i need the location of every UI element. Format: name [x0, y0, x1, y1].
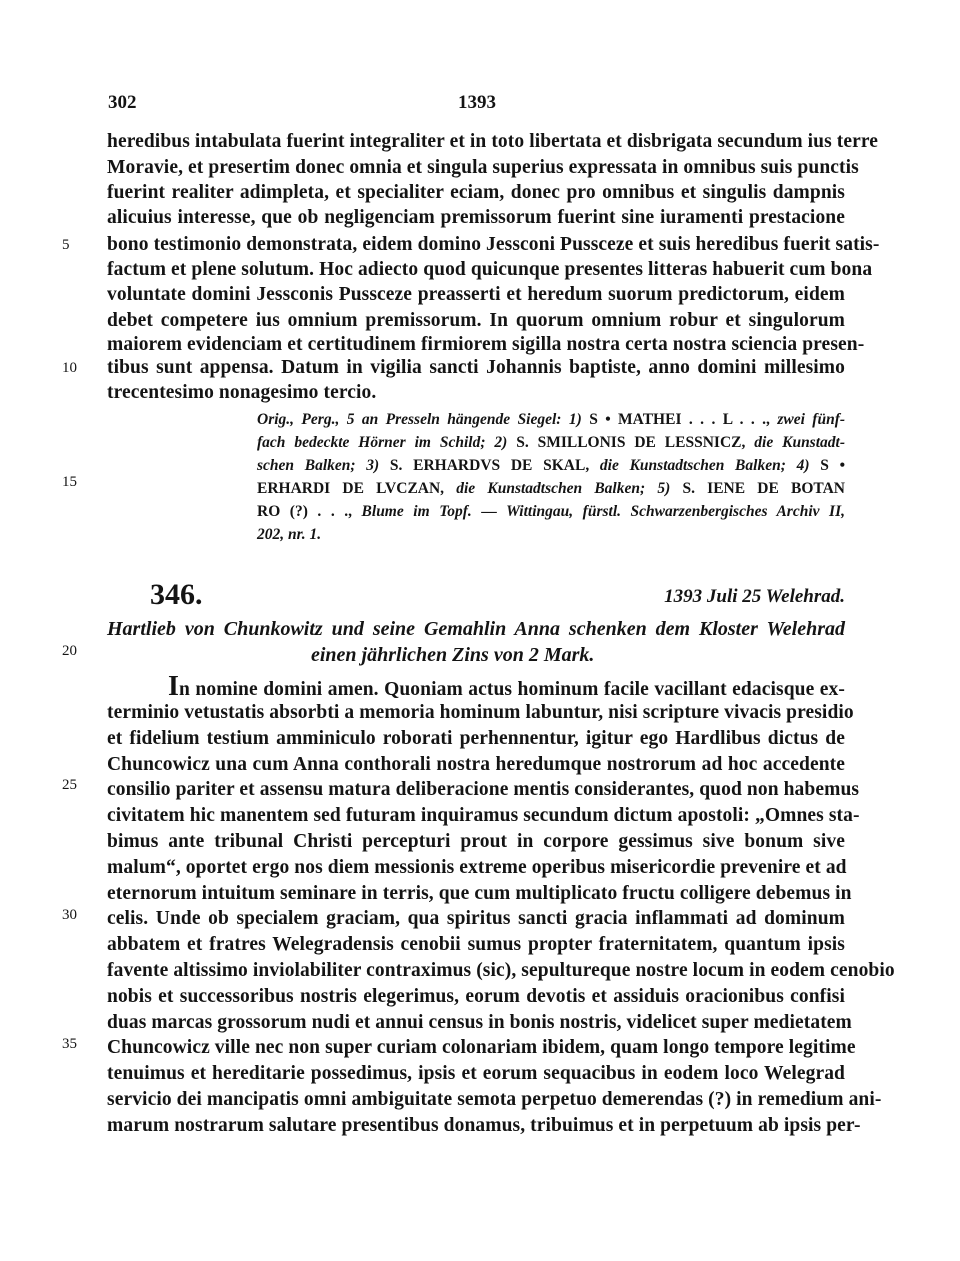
text-line: heredibus intabulata fuerint integraliter et in toto libertata et disbrigata secundum ius terre: [107, 131, 879, 152]
source-note-line: [257, 431, 845, 454]
regest-title-line1: Hartlieb von Chunkowitz und seine Gemahlin Anna schenken dem Kloster Welehrad: [107, 618, 845, 640]
body-line: civitatem hic manentem sed futuram inquiramus secundum dictum apostoli: „Omnes sta-: [107, 805, 860, 826]
text-line: voluntate domini Jessconis Pussceze preasserti et heredum suorum predictorum, eidem: [107, 284, 845, 305]
body-line: nobis et successoribus nostris elegerimus, eorum devotis et assiduis oracionibus confisi: [107, 986, 845, 1007]
note-italic-text: die Kunstadt-: [754, 434, 845, 451]
note-italic-text: Blume im Topf. — Wittingau, fürstl. Schwarzenbergisches Archiv II,: [361, 503, 845, 520]
body-line: Chuncowicz ville nec non super curiam colonariam ibidem, quam longo tempore legitime: [107, 1037, 856, 1058]
body-line: malum“, oportet ergo nos diem messionis extreme operibus misericordie prevenire et ad: [107, 857, 847, 878]
body-line: marum nostrarum salutare presentibus donamus, tribuimus et in perpetuum ab ipsis per-: [107, 1115, 861, 1136]
note-italic-text: zwei fünf-: [777, 411, 846, 428]
source-note-line: [257, 454, 845, 477]
note-roman-text: ERHARDI DE LVCZAN,: [257, 480, 457, 497]
body-first-line: In nomine domini amen. Quoniam actus hominum facile vacillant edacisque ex-: [168, 671, 845, 702]
body-line: favente altissimo inviolabiliter contraximus (sic), sepultureque nostre locum in eodem cenobio: [107, 960, 895, 981]
body-line: bimus ante tribunal Christi percepturi prout in corpore gessimus sive bonum sive: [107, 831, 845, 852]
text-line: Moravie, et presertim donec omnia et singula superius expressata in omnibus suis punctis: [107, 157, 859, 178]
text-line: trecentesimo nonagesimo tercio.: [107, 382, 377, 403]
regest-title-line2: einen jährlichen Zins von 2 Mark.: [311, 644, 595, 666]
note-italic-text: fach bedeckte Hörner im Schild; 2): [257, 434, 508, 451]
source-note-line: [257, 408, 845, 431]
document-date: 1393 Juli 25 Welehrad.: [664, 586, 845, 607]
text-line: factum et plene solutum. Hoc adiecto quod quicunque presentes litteras habuerit cum bona: [107, 259, 873, 280]
source-note-line: [257, 523, 845, 546]
line-number: 20: [62, 643, 77, 659]
initial-letter: I: [168, 671, 179, 702]
body-line: terminio vetustatis absorbti a memoria hominum labuntur, nisi scripture vivacis presidio: [107, 702, 854, 723]
line-number: 10: [62, 360, 77, 376]
body-line: duas marcas grossorum nudi et annui census in bonis nostris, videlicet super medietatem: [107, 1012, 852, 1033]
text-line: alicuius interesse, que ob negligenciam premissorum fuerint sine iuramenti prestacione: [107, 207, 845, 228]
note-roman-text: S •: [809, 457, 845, 474]
note-roman-text: RO (?) . . .,: [257, 503, 362, 520]
body-line: eternorum intuitum seminare in terris, que cum multiplicato fructu colligere debemus in: [107, 883, 852, 904]
source-note-line: [257, 500, 845, 523]
body-line: servicio dei mancipatis omni ambiguitate semota perpetuo demerendas (?) in remedium ani-: [107, 1089, 882, 1110]
line-number: 30: [62, 907, 77, 923]
body-line: tenuimus et hereditarie possedimus, ipsis et eorum sequacibus in eodem loco Welegrad: [107, 1063, 845, 1084]
note-italic-text: schen Balken; 3): [257, 457, 380, 474]
line-number: 5: [62, 237, 70, 253]
text-line: maiorem evidenciam et certitudinem firmiorem sigilla nostra certa nostra sciencia presen-: [107, 334, 865, 355]
note-italic-text: die Kunstadtschen Balken; 5): [456, 480, 671, 497]
line-number: 15: [62, 474, 77, 490]
line-number: 25: [62, 777, 77, 793]
line-number: 35: [62, 1036, 77, 1052]
body-line: consilio pariter et assensu matura deliberacione mentis considerantes, quod non habemus: [107, 779, 860, 800]
body-line: celis. Unde ob specialem graciam, qua spiritus sancti gracia inflammati ad dominum: [107, 908, 845, 929]
text-line: fuerint realiter adimpleta, et specialiter eciam, donec pro omnibus et singulis dampnis: [107, 182, 845, 203]
note-roman-text: S. IENE DE BOTAN: [670, 480, 845, 497]
document-number: 346.: [150, 578, 203, 611]
body-line: abbatem et fratres Welegradensis cenobii sumus propter fraternitatem, quantum ipsis: [107, 934, 845, 955]
note-roman-text: S. SMILLONIS DE LESSNICZ,: [507, 434, 755, 451]
body-line: Chuncowicz una cum Anna conthorali nostra heredumque nostrorum ad hoc accedente: [107, 754, 845, 775]
text-line: debet competere ius omnium premissorum. In quorum omnium robur et singulorum: [107, 310, 845, 331]
note-italic-text: 202, nr. 1.: [257, 526, 322, 543]
note-italic-text: Orig., Perg., 5 an Presseln hängende Siegel: 1): [257, 411, 582, 428]
body-line: et fidelium testium amminiculo roborati perhennentur, igitur ego Hardlibus dictus de: [107, 728, 845, 749]
note-italic-text: die Kunstadtschen Balken; 4): [599, 457, 810, 474]
source-note-line: [257, 477, 845, 500]
page-number: 302: [108, 92, 137, 113]
running-year: 1393: [458, 92, 496, 113]
text-line: tibus sunt appensa. Datum in vigilia sancti Johannis baptiste, anno domini millesimo: [107, 357, 845, 378]
note-roman-text: S • MATHEI . . . L . . .,: [581, 411, 778, 428]
text-line: bono testimonio demonstrata, eidem domino Jessconi Pussceze et suis heredibus fuerit satis-: [107, 234, 880, 255]
note-roman-text: S. ERHARDVS DE SKAL,: [379, 457, 600, 474]
